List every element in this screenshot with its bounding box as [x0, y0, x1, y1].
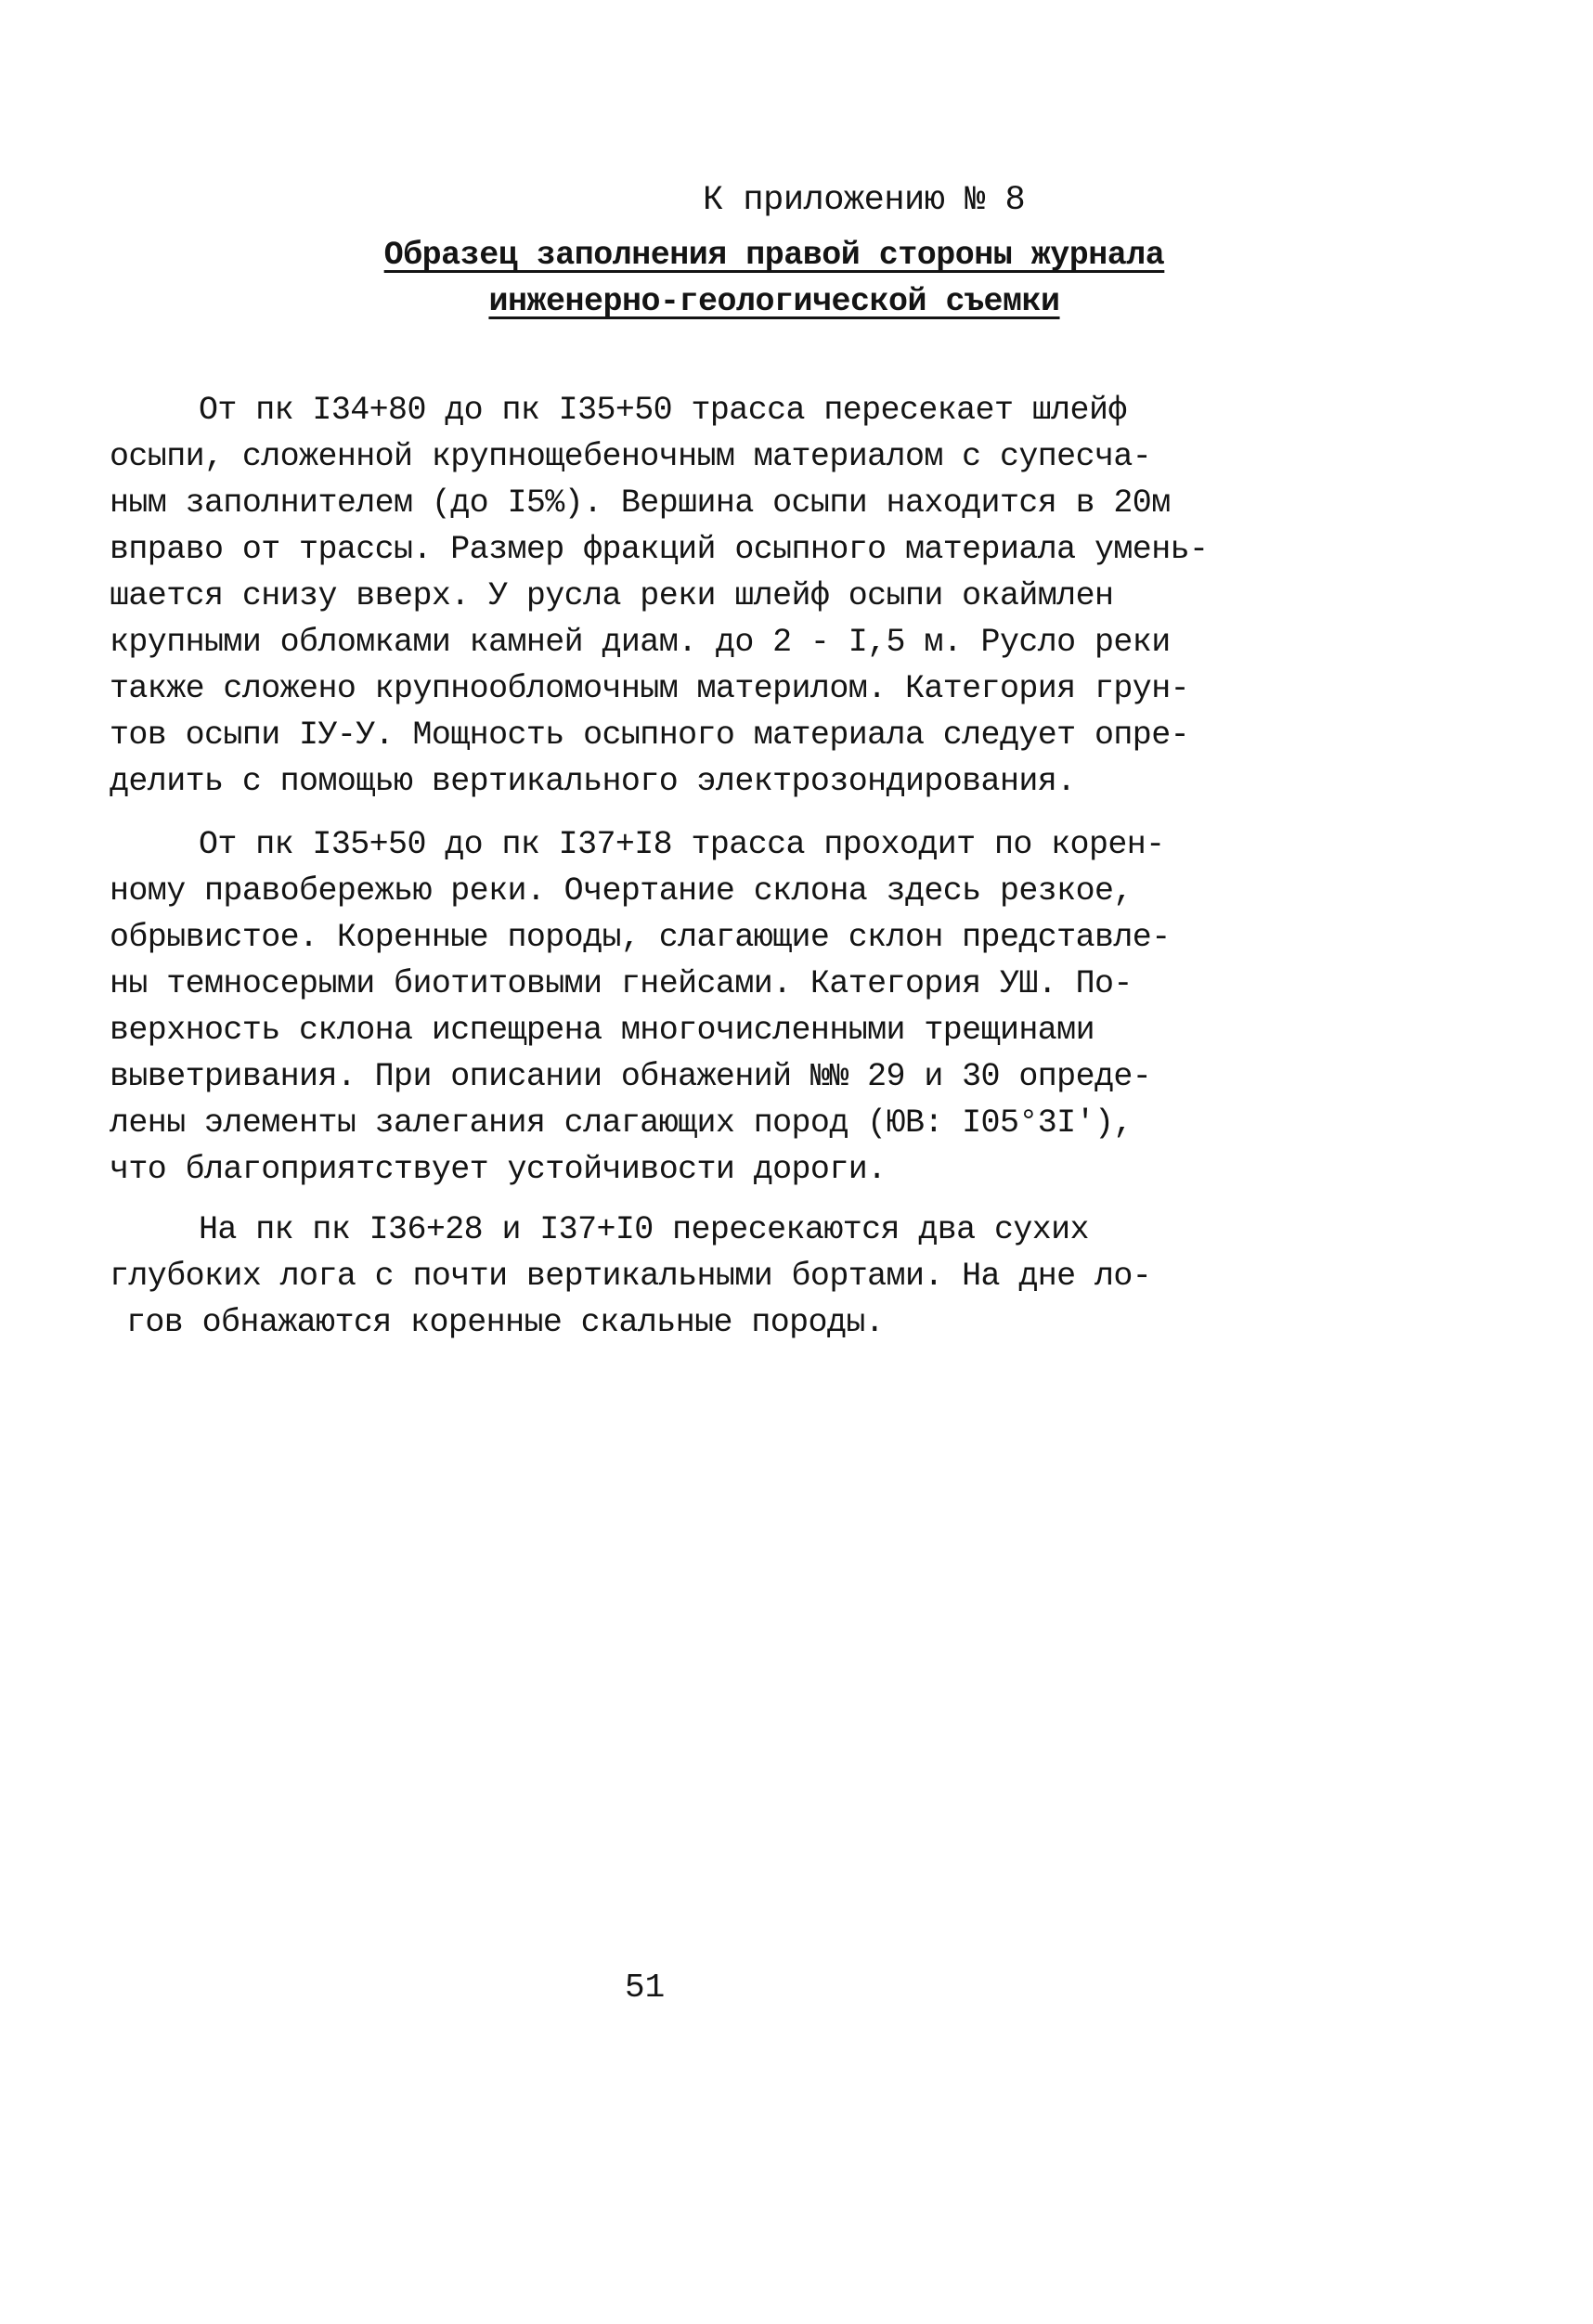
- paragraph-1: [110, 387, 1242, 805]
- document-title-text-1: Образец заполнения правой стороны журнала: [383, 237, 1165, 274]
- paragraph-line: верхность склона испещрена многочисленными трещинами: [110, 1012, 1094, 1049]
- paragraph-line: На пк пк I36+28 и I37+I0 пересекаются два сухих: [199, 1211, 1089, 1248]
- document-title-line-1: [0, 237, 1571, 274]
- paragraph-line: вправо от трассы. Размер фракций осыпного материала умень-: [110, 531, 1209, 568]
- paragraph-line: выветривания. При описании обнажений №№ 29 и 30 опреде-: [110, 1058, 1152, 1095]
- paragraph-line: гов обнажаются коренные скальные породы.: [126, 1304, 885, 1341]
- paragraph-line: От пк I34+80 до пк I35+50 трасса пересекает шлейф: [199, 392, 1127, 429]
- appendix-reference: К приложению № 8: [703, 181, 1026, 220]
- paragraph-line: От пк I35+50 до пк I37+I8 трасса проходит по корен-: [199, 826, 1165, 863]
- paragraph-line: также сложено крупнообломочным материлом. Категория грун-: [110, 670, 1189, 707]
- paragraph-line: тов осыпи IУ-У. Мощность осыпного материала следует опре-: [110, 717, 1189, 754]
- paragraph-line: крупными обломками камней диам. до 2 - I,5 м. Русло реки: [110, 624, 1171, 661]
- paragraph-line: что благоприятствует устойчивости дороги.: [110, 1151, 887, 1188]
- paragraph-3: [110, 1207, 1242, 1346]
- paragraph-2: [110, 821, 1242, 1193]
- paragraph-line: осыпи, сложенной крупнощебеночным материалом с супесча-: [110, 438, 1152, 475]
- paragraph-line: ному правобережью реки. Очертание склона здесь резкое,: [110, 872, 1133, 910]
- page-number: 51: [625, 1969, 666, 2007]
- paragraph-line: делить с помощью вертикального электрозондирования.: [110, 763, 1076, 800]
- document-title-line-2: [0, 283, 1571, 320]
- paragraph-line: ны темносерыми биотитовыми гнейсами. Категория УШ. По-: [110, 965, 1133, 1002]
- paragraph-line: глубоких лога с почти вертикальными бортами. На дне ло-: [110, 1258, 1152, 1295]
- paragraph-line: лены элементы залегания слагающих пород (ЮВ: I05°3I'),: [110, 1104, 1133, 1142]
- paragraph-line: шается снизу вверх. У русла реки шлейф осыпи окаймлен: [110, 577, 1114, 614]
- document-title-text-2: инженерно-геологической съемки: [488, 283, 1060, 320]
- paragraph-line: ным заполнителем (до I5%). Вершина осыпи находится в 20м: [110, 484, 1171, 522]
- paragraph-line: обрывистое. Коренные породы, слагающие склон представле-: [110, 919, 1171, 956]
